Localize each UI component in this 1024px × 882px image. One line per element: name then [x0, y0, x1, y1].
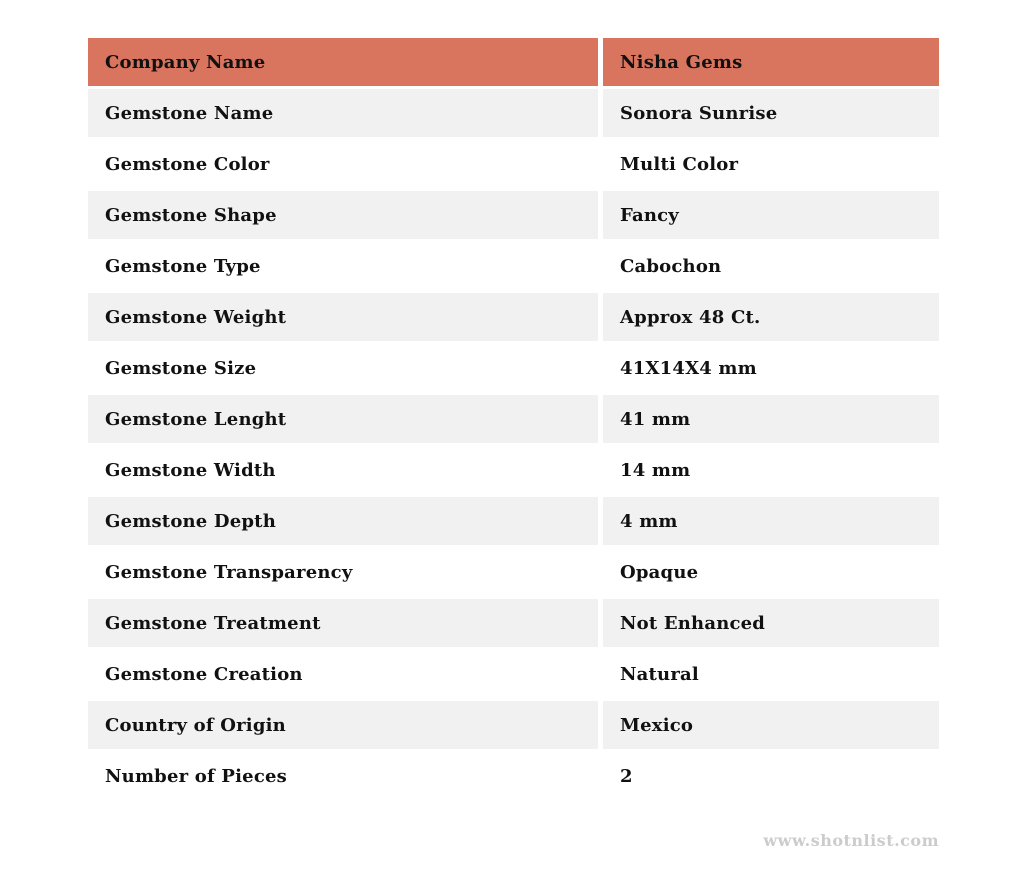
table-row: [88, 344, 939, 392]
row-label: Gemstone Creation: [88, 650, 598, 698]
row-value: Not Enhanced: [603, 599, 939, 647]
header-label-cell: Company Name: [88, 38, 598, 86]
row-label: Gemstone Treatment: [88, 599, 598, 647]
row-value: Natural: [603, 650, 939, 698]
row-value: 4 mm: [603, 497, 939, 545]
row-value: Fancy: [603, 191, 939, 239]
row-label: Gemstone Weight: [88, 293, 598, 341]
table-row: [88, 395, 939, 443]
row-label: Gemstone Lenght: [88, 395, 598, 443]
header-value-cell: Nisha Gems: [603, 38, 939, 86]
gemstone-spec-table: [88, 38, 939, 803]
row-value: 2: [603, 752, 939, 800]
table-row: [88, 89, 939, 137]
row-value: Multi Color: [603, 140, 939, 188]
row-label: Gemstone Color: [88, 140, 598, 188]
row-value: Sonora Sunrise: [603, 89, 939, 137]
row-label: Gemstone Type: [88, 242, 598, 290]
table-row: [88, 599, 939, 647]
row-value: Mexico: [603, 701, 939, 749]
table-row: [88, 191, 939, 239]
row-label: Gemstone Name: [88, 89, 598, 137]
row-value: Approx 48 Ct.: [603, 293, 939, 341]
table-row: [88, 701, 939, 749]
row-label: Number of Pieces: [88, 752, 598, 800]
table-row: [88, 650, 939, 698]
row-value: 41X14X4 mm: [603, 344, 939, 392]
row-value: 41 mm: [603, 395, 939, 443]
row-label: Country of Origin: [88, 701, 598, 749]
table-row: [88, 140, 939, 188]
table-row: [88, 242, 939, 290]
table-header-row: [88, 38, 939, 86]
table-row: [88, 548, 939, 596]
row-value: Opaque: [603, 548, 939, 596]
row-label: Gemstone Transparency: [88, 548, 598, 596]
row-label: Gemstone Width: [88, 446, 598, 494]
row-label: Gemstone Shape: [88, 191, 598, 239]
table-row: [88, 752, 939, 800]
table-row: [88, 293, 939, 341]
watermark-text: www.shotnlist.com: [763, 831, 939, 850]
row-label: Gemstone Depth: [88, 497, 598, 545]
row-value: Cabochon: [603, 242, 939, 290]
row-label: Gemstone Size: [88, 344, 598, 392]
table-row: [88, 497, 939, 545]
row-value: 14 mm: [603, 446, 939, 494]
table-row: [88, 446, 939, 494]
